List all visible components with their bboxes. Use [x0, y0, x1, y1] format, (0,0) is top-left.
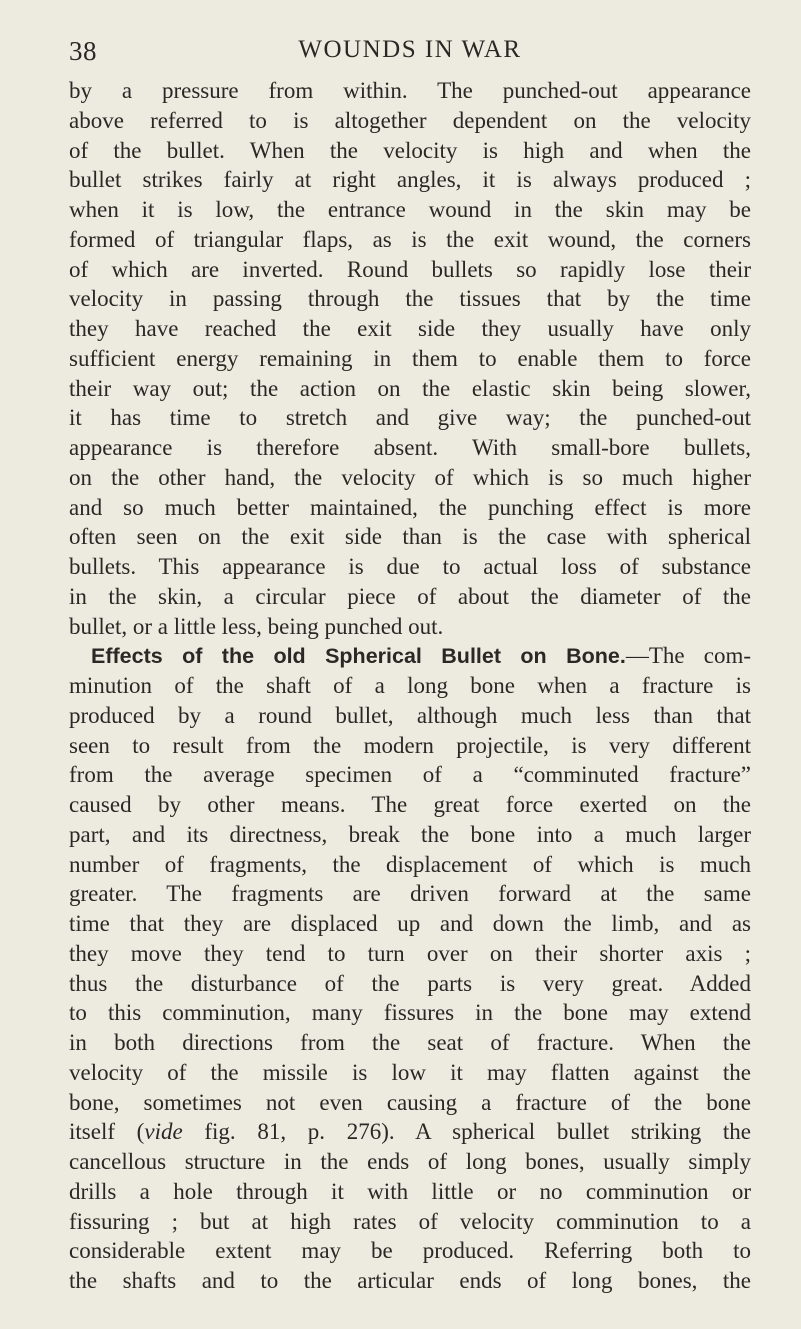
text-line: bullets. This appearance is due to actual loss of substance — [69, 554, 751, 579]
text-line: minution of the shaft of a long bone when a fracture is — [69, 673, 751, 698]
text-line: often seen on the exit side than is the case with spherical — [69, 524, 751, 550]
running-head: WOUNDS IN WAR — [298, 36, 522, 63]
text-line: from the average specimen of a “comminuted fracture” — [69, 762, 751, 788]
section-first-line — [69, 641, 751, 671]
text-line: and so much better maintained, the punching effect is more — [69, 494, 751, 520]
vide-after: fig. 81, p. 276). A spherical bullet striking the — [182, 1119, 751, 1145]
text-line: of which are inverted. Round bullets so rapidly lose their — [69, 256, 751, 282]
text-line: their way out; the action on the elastic skin being slower, — [69, 375, 751, 401]
text-line: part, and its directness, break the bone into a much larger — [69, 821, 751, 847]
text-line: to this comminution, many fissures in the bone may extend — [69, 1000, 751, 1026]
text-line: produced by a round bullet, although much less than that — [69, 702, 751, 728]
section-first-line-rest: —The com- — [625, 643, 752, 669]
text-line: the shafts and to the articular ends of long bones, the — [69, 1268, 751, 1293]
text-line: above referred to is altogether dependent on the velocity — [69, 107, 751, 133]
text-line: seen to result from the modern projectile, is very different — [69, 732, 751, 758]
text-line: bullet, or a little less, being punched out. — [69, 613, 444, 639]
vide-before: itself ( — [69, 1119, 145, 1145]
text-line: number of fragments, the displacement of which is much — [69, 851, 751, 877]
text-line: sufficient energy remaining in them to enable them to force — [69, 345, 751, 371]
text-line: they have reached the exit side they usually have only — [69, 316, 751, 341]
text-line: formed of triangular flaps, as is the exit wound, the corners — [69, 226, 751, 252]
text-line-vide — [69, 1117, 751, 1147]
text-line: cancellous structure in the ends of long bones, usually simply — [69, 1149, 751, 1174]
text-line: thus the disturbance of the parts is very great. Added — [69, 970, 751, 996]
text-line: drills a hole through it with little or no comminution or — [69, 1178, 751, 1204]
text-line: considerable extent may be produced. Referring both to — [69, 1238, 751, 1264]
text-line: of the bullet. When the velocity is high and when the — [69, 137, 751, 163]
text-line: fissuring ; but at high rates of velocity comminution to a — [69, 1208, 751, 1234]
text-line: when it is low, the entrance wound in the skin may be — [69, 197, 751, 222]
text-line: time that they are displaced up and down the limb, and as — [69, 911, 751, 936]
text-line: velocity of the missile is low it may flatten against the — [69, 1059, 751, 1085]
text-line: greater. The fragments are driven forward at the same — [69, 881, 751, 907]
body-text — [69, 76, 751, 1296]
text-line: bullet strikes fairly at right angles, it is always produced ; — [69, 167, 751, 193]
page-header — [69, 36, 751, 70]
text-line: they move they tend to turn over on their shorter axis ; — [69, 940, 751, 966]
vide-italic: vide — [144, 1119, 183, 1145]
text-line: by a pressure from within. The punched-out appearance — [69, 78, 751, 103]
text-line: caused by other means. The great force exerted on the — [69, 792, 751, 817]
text-line: in both directions from the seat of fracture. When the — [69, 1030, 751, 1055]
page-number: 38 — [69, 36, 97, 66]
text-line: on the other hand, the velocity of which is so much higher — [69, 464, 751, 490]
text-line: velocity in passing through the tissues that by the time — [69, 286, 751, 312]
section-heading: Effects of the old Spherical Bullet on Bone. — [91, 644, 626, 669]
text-line: in the skin, a circular piece of about the diameter of the — [69, 583, 751, 609]
text-line: appearance is therefore absent. With small-bore bullets, — [69, 435, 751, 460]
text-line: it has time to stretch and give way; the punched-out — [69, 405, 751, 431]
text-line: bone, sometimes not even causing a fracture of the bone — [69, 1089, 751, 1115]
